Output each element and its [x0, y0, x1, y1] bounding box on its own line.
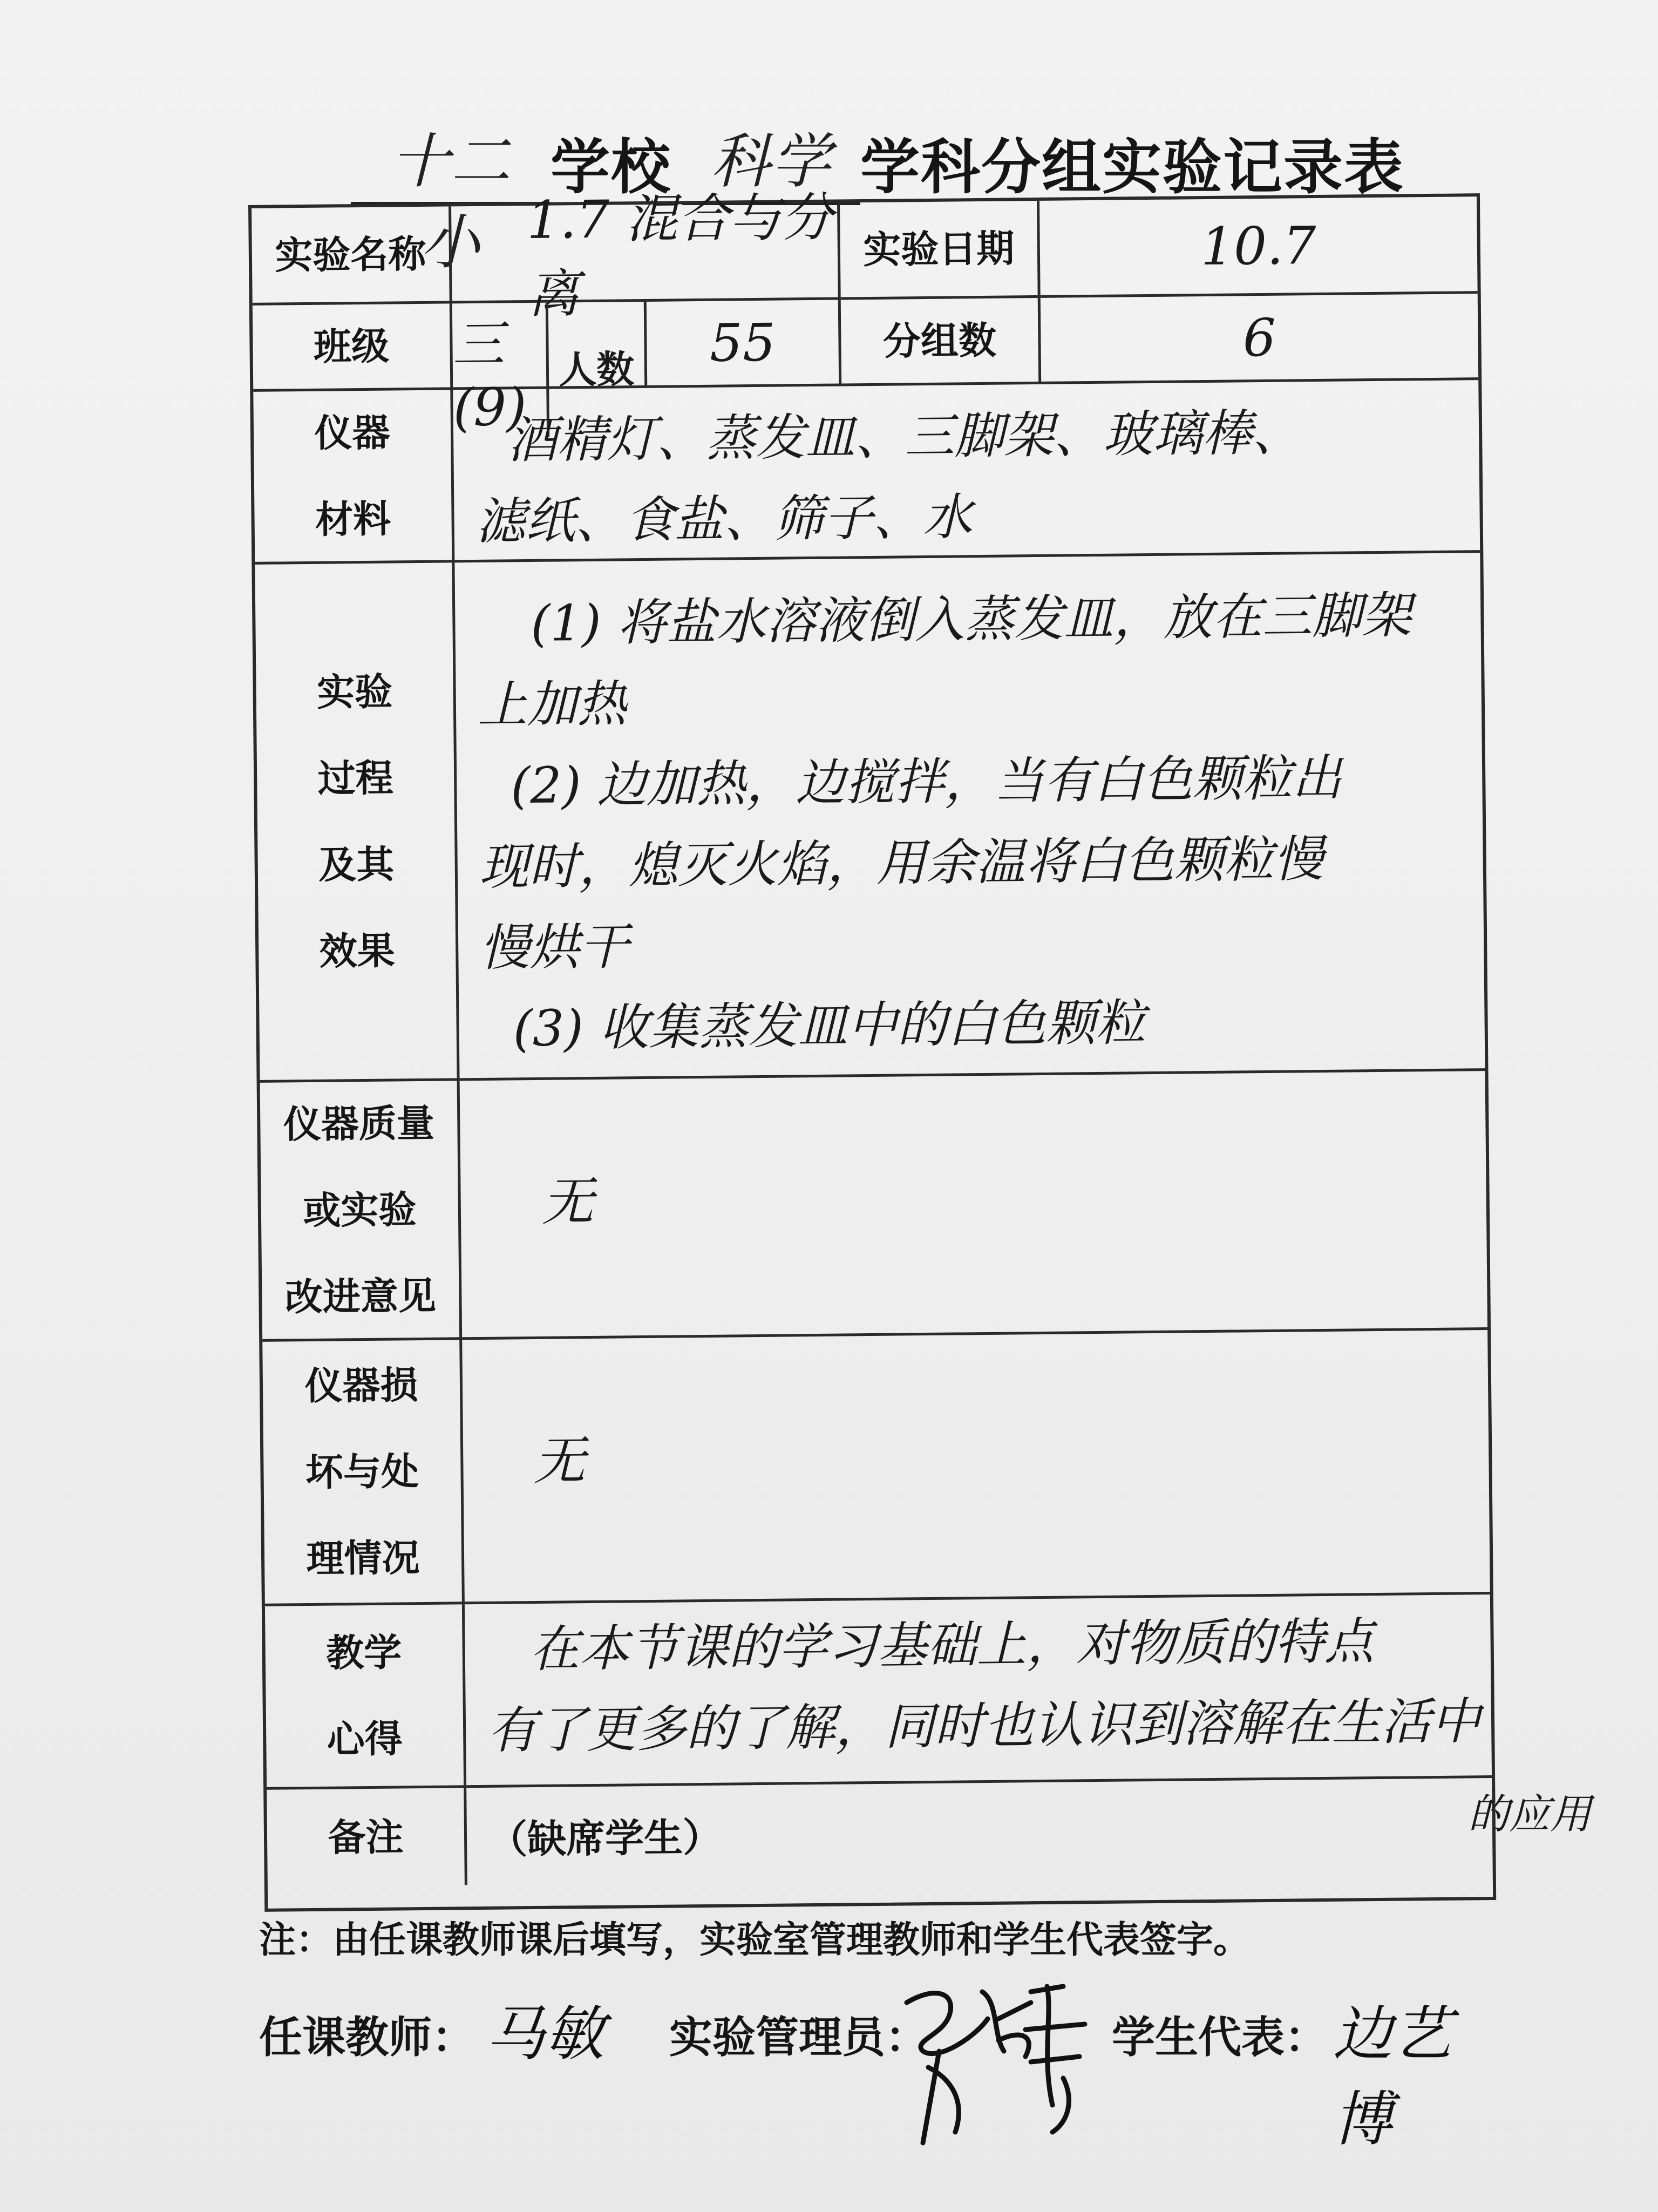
equipment-value: 酒精灯、蒸发皿、三脚架、玻璃棒、 滤纸、食盐、筛子、水: [453, 380, 1480, 562]
form-note: 注：由任课教师课后填写，实验室管理教师和学生代表签字。: [259, 1919, 1251, 1962]
reflection-value: 在本节课的学习基础上，对物质的特点 有了更多的了解，同时也认识到溶解在生活中: [465, 1594, 1492, 1788]
subject-suffix: 学科分组实验记录表: [860, 133, 1404, 202]
experiment-date-value: 10.7: [1039, 196, 1478, 298]
admin-label: 实验管理员：: [669, 2012, 928, 2062]
school-name-blank: 十二小: [351, 121, 551, 205]
student-label: 学生代表：: [1112, 2012, 1328, 2062]
school-suffix: 学校: [551, 133, 671, 202]
people-value: 55: [647, 300, 842, 388]
subject-blank: 科学: [682, 121, 860, 205]
class-value: 三(9): [452, 303, 549, 438]
damage-label-cell: 仪器损 坏与处 理情况: [262, 1340, 465, 1606]
process-label-cell: 实验 过程 及其 效果: [255, 562, 459, 1083]
reflection-label-cell: 教学 心得: [265, 1604, 466, 1790]
experiment-name-value: 1.7 混合与分离: [451, 202, 841, 303]
class-label-cell: 班级: [253, 303, 453, 392]
signature-row: [259, 1992, 1500, 2154]
process-value: (1) 将盐水溶液倒入蒸发皿，放在三脚架 上加热 (2) 边加热，边搅拌，当有白色颗粒出 现时，熄灭火焰，用余温将白色颗粒慢 慢烘干 (3) 收集蒸发皿中的白色颗粒: [454, 553, 1485, 1081]
groups-label-cell: 分组数: [841, 298, 1042, 386]
experiment-name-label-cell: 实验名称: [252, 206, 452, 306]
admin-signature-image: [891, 1970, 1117, 2148]
groups-value: 6: [1041, 294, 1478, 384]
class-people-cell: [452, 302, 648, 438]
teacher-label: 任课教师：: [259, 2012, 475, 2062]
record-table: [248, 187, 1496, 1912]
people-label: 人数: [558, 347, 635, 392]
student-signature: 边艺博: [1333, 1999, 1452, 2154]
quality-value: 无: [460, 1071, 1488, 1340]
experiment-date-label-cell: 实验日期: [840, 201, 1041, 300]
quality-label-cell: 仪器质量 或实验 改进意见: [260, 1081, 463, 1342]
teacher-signature: 马敏: [486, 1999, 604, 2068]
margin-annotation: 的应用: [1468, 1790, 1591, 1838]
equipment-label-cell: 仪器 材料: [253, 390, 454, 565]
remarks-label-cell: 备注: [267, 1788, 467, 1887]
remarks-value: （缺席学生）: [488, 1814, 722, 1862]
damage-value: 无: [462, 1330, 1490, 1604]
